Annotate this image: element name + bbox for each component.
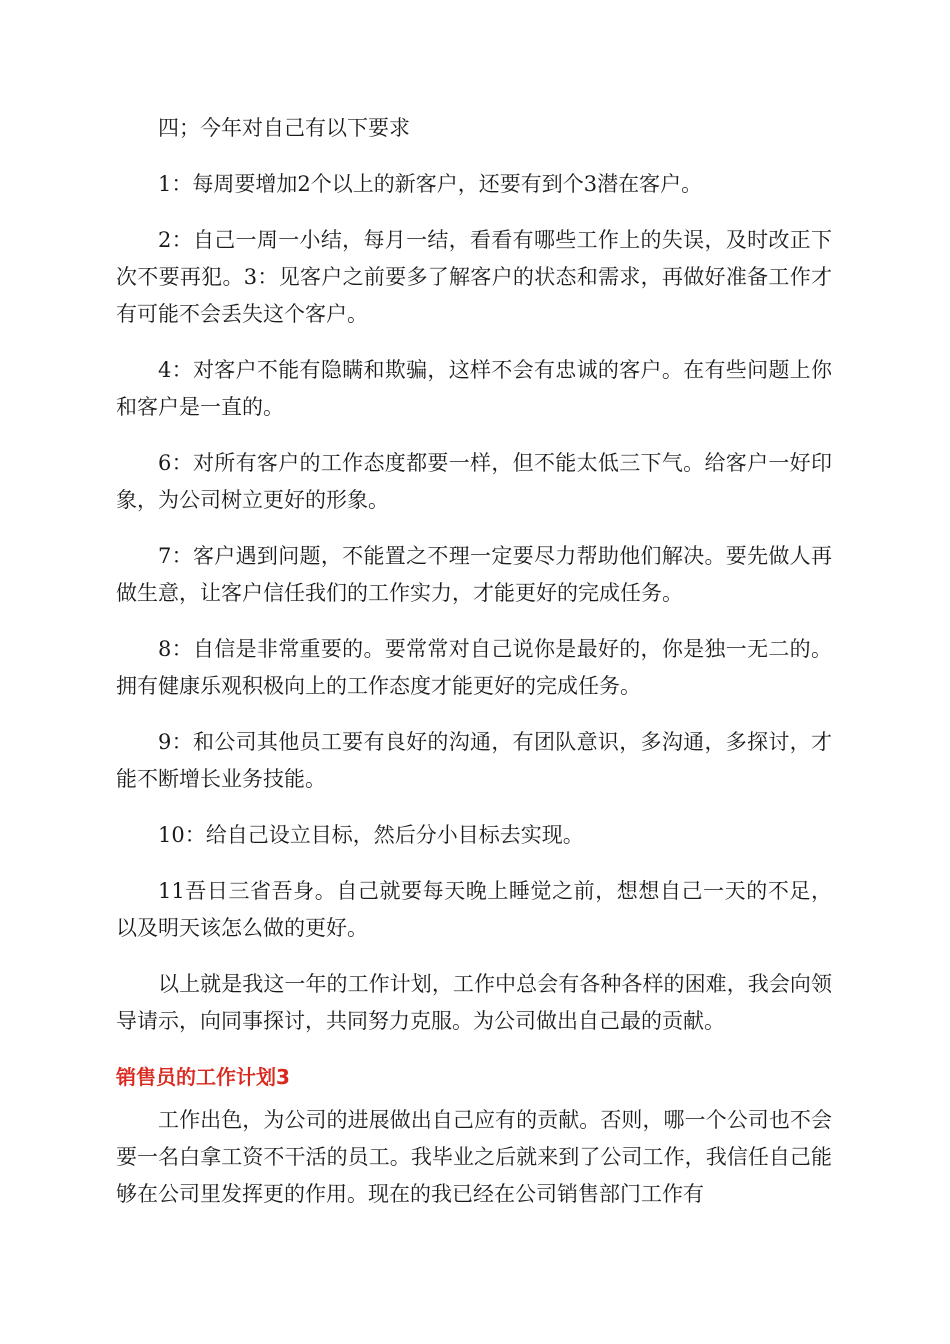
requirement-item-7: 7：客户遇到问题，不能置之不理一定要尽力帮助他们解决。要先做人再做生意，让客户信任我们的工作实力，才能更好的完成任务。 bbox=[116, 544, 832, 605]
requirement-item-4: 4：对客户不能有隐瞒和欺骗，这样不会有忠诚的客户。在有些问题上你和客户是一直的。 bbox=[116, 358, 832, 419]
requirement-item-1: 1：每周要增加2个以上的新客户，还要有到个3潜在客户。 bbox=[158, 172, 703, 196]
closing-paragraph: 以上就是我这一年的工作计划，工作中总会有各种各样的困难，我会向领导请示，向同事探讨，共同努力克服。为公司做出自己最的贡献。 bbox=[116, 972, 832, 1033]
section-heading: 销售员的工作计划3 bbox=[116, 1065, 290, 1089]
requirement-item-8: 8：自信是非常重要的。要常常对自己说你是最好的，你是独一无二的。拥有健康乐观积极向上的工作态度才能更好的完成任务。 bbox=[116, 637, 832, 698]
section-paragraph: 工作出色，为公司的进展做出自己应有的贡献。否则，哪一个公司也不会要一名白拿工资不干活的员工。我毕业之后就来到了公司工作，我信任自己能够在公司里发挥更的作用。现在的我已经在公司销售部门工作有 bbox=[116, 1108, 832, 1206]
requirement-item-11: 11吾日三省吾身。自己就要每天晚上睡觉之前，想想自己一天的不足，以及明天该怎么做的更好。 bbox=[116, 879, 832, 940]
requirement-item-6: 6：对所有客户的工作态度都要一样，但不能太低三下气。给客户一好印象，为公司树立更好的形象。 bbox=[116, 451, 832, 512]
document-body bbox=[116, 110, 832, 1232]
requirement-item-10: 10：给自己设立目标，然后分小目标去实现。 bbox=[158, 823, 584, 847]
requirement-item-2-3: 2：自己一周一小结，每月一结，看看有哪些工作上的失误，及时改正下次不要再犯。3：见客户之前要多了解客户的状态和需求，再做好准备工作才有可能不会丢失这个客户。 bbox=[116, 228, 832, 326]
requirements-intro: 四；今年对自己有以下要求 bbox=[158, 116, 410, 140]
requirement-item-9: 9：和公司其他员工要有良好的沟通，有团队意识，多沟通，多探讨，才能不断增长业务技能。 bbox=[116, 730, 832, 791]
